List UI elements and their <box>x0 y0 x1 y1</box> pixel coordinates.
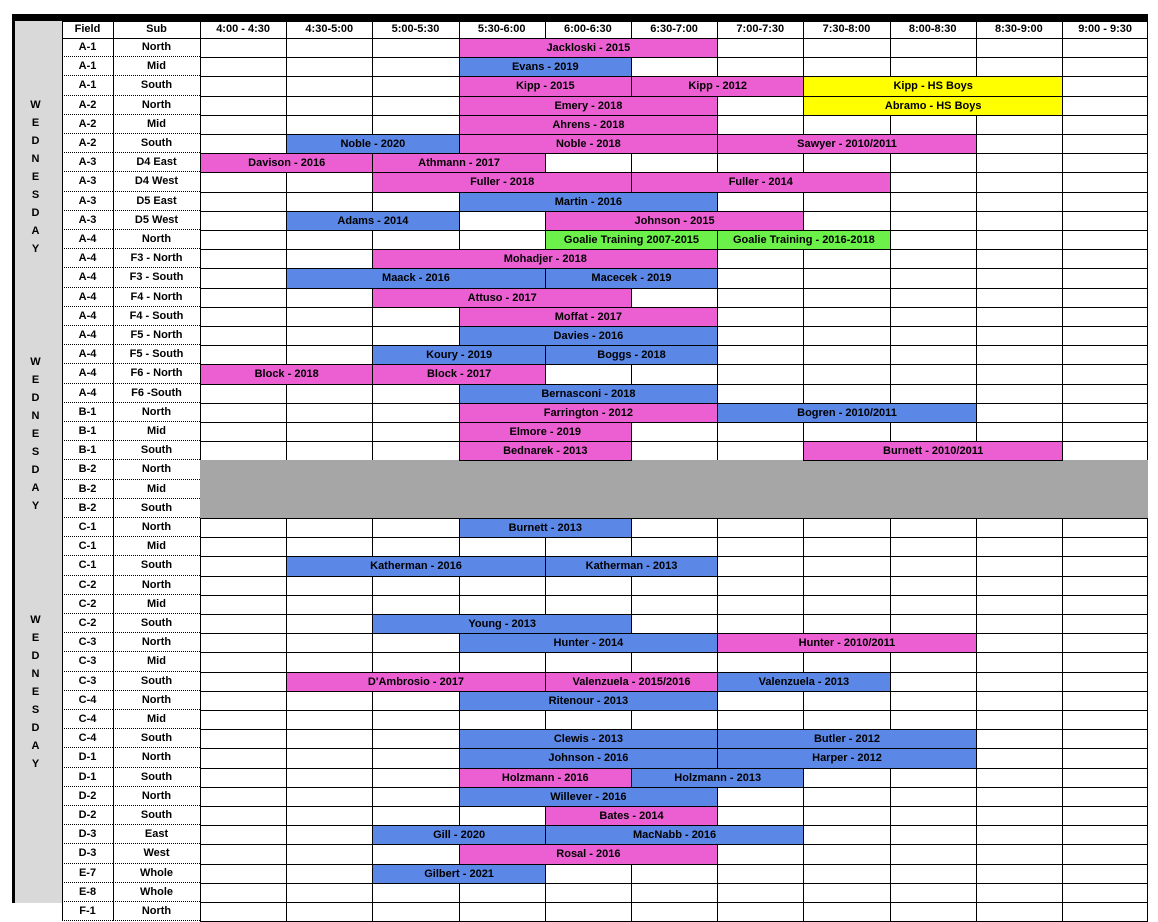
booking-block[interactable]: Gill - 2020 <box>372 825 545 845</box>
sub-cell: North <box>113 902 200 921</box>
booking-block[interactable]: Johnson - 2016 <box>459 748 719 768</box>
field-cell: D-2 <box>62 787 113 806</box>
booking-block[interactable]: Burnett - 2010/2011 <box>803 441 1063 461</box>
field-cell: C-3 <box>62 652 113 671</box>
header-sub: Sub <box>113 21 200 38</box>
field-cell: C-1 <box>62 556 113 575</box>
booking-block[interactable]: Moffat - 2017 <box>459 307 719 327</box>
booking-block[interactable]: Harper - 2012 <box>717 748 977 768</box>
booking-block[interactable]: Maack - 2016 <box>286 268 546 288</box>
field-cell: A-3 <box>62 192 113 211</box>
sub-cell: Mid <box>113 537 200 556</box>
booking-block[interactable]: Bernasconi - 2018 <box>459 384 719 404</box>
header-time-slot: 4:30-5:00 <box>286 21 372 38</box>
booking-block[interactable]: Noble - 2018 <box>459 134 719 154</box>
day-label-letter: E <box>31 632 40 644</box>
field-cell: D-1 <box>62 768 113 787</box>
sub-cell: Mid <box>113 57 200 76</box>
booking-block[interactable]: Evans - 2019 <box>459 57 632 77</box>
header-time-slot: 8:30-9:00 <box>976 21 1062 38</box>
unavailable-block <box>200 460 1148 518</box>
field-cell: A-4 <box>62 288 113 307</box>
day-label-letter: E <box>31 374 40 386</box>
sub-cell: D4 East <box>113 153 200 172</box>
header-time-slot: 6:30-7:00 <box>631 21 717 38</box>
day-label-letter: Y <box>31 243 40 255</box>
booking-block[interactable]: MacNabb - 2016 <box>545 825 805 845</box>
field-cell: C-4 <box>62 710 113 729</box>
sub-cell: South <box>113 134 200 153</box>
sub-cell: F6 - North <box>113 364 200 383</box>
booking-block[interactable]: Hunter - 2014 <box>459 633 719 653</box>
booking-block[interactable]: Martin - 2016 <box>459 192 719 212</box>
field-cell: A-1 <box>62 76 113 95</box>
sub-cell: South <box>113 729 200 748</box>
field-cell: D-3 <box>62 844 113 863</box>
booking-block[interactable]: Kipp - 2012 <box>631 76 804 96</box>
top-border <box>12 14 1148 21</box>
field-cell: A-4 <box>62 326 113 345</box>
booking-block[interactable]: D'Ambrosio - 2017 <box>286 672 546 692</box>
day-label-letter: N <box>31 153 40 165</box>
sub-cell: Whole <box>113 883 200 902</box>
field-cell: C-3 <box>62 633 113 652</box>
day-label-letter: D <box>31 135 40 147</box>
sub-cell: Mid <box>113 710 200 729</box>
sub-cell: North <box>113 230 200 249</box>
booking-block[interactable]: Emery - 2018 <box>459 96 719 116</box>
booking-block[interactable]: Holzmann - 2013 <box>631 768 804 788</box>
field-cell: C-3 <box>62 672 113 691</box>
day-label-letter: W <box>30 99 41 111</box>
sub-cell: North <box>113 460 200 479</box>
booking-block[interactable]: Block - 2018 <box>200 364 373 384</box>
sub-cell: South <box>113 806 200 825</box>
header-time-slot: 7:00-7:30 <box>717 21 803 38</box>
grid-line-horizontal <box>200 518 1148 519</box>
sub-cell: North <box>113 748 200 767</box>
day-label-letter: W <box>30 356 41 368</box>
grid-line-horizontal <box>200 883 1148 884</box>
sub-cell: North <box>113 691 200 710</box>
field-cell: C-2 <box>62 595 113 614</box>
grid-line-horizontal <box>200 595 1148 596</box>
booking-block[interactable]: Katherman - 2016 <box>286 556 546 576</box>
day-label-letter: D <box>31 207 40 219</box>
booking-block[interactable]: Elmore - 2019 <box>459 422 632 442</box>
booking-block[interactable]: Goalie Training - 2016-2018 <box>717 230 890 250</box>
day-label-letter: Y <box>31 758 40 770</box>
booking-block[interactable]: Adams - 2014 <box>286 211 459 231</box>
booking-block[interactable]: Kipp - HS Boys <box>803 76 1063 96</box>
day-label-letter: D <box>31 464 40 476</box>
field-cell: B-1 <box>62 422 113 441</box>
field-cell: E-7 <box>62 864 113 883</box>
field-cell: A-1 <box>62 38 113 57</box>
sub-cell: North <box>113 787 200 806</box>
sub-cell: West <box>113 844 200 863</box>
sub-cell: South <box>113 76 200 95</box>
booking-block[interactable]: Willever - 2016 <box>459 787 719 807</box>
header-time-slot: 4:00 - 4:30 <box>200 21 286 38</box>
grid-line-horizontal <box>62 21 1148 22</box>
booking-block[interactable]: Fuller - 2014 <box>631 172 891 192</box>
sub-cell: D5 East <box>113 192 200 211</box>
field-cell: A-4 <box>62 364 113 383</box>
day-label-letter: Y <box>31 500 40 512</box>
field-cell: D-1 <box>62 748 113 767</box>
header-field: Field <box>62 21 113 38</box>
field-cell: A-3 <box>62 153 113 172</box>
field-cell: A-1 <box>62 57 113 76</box>
field-cell: D-3 <box>62 825 113 844</box>
field-cell: C-2 <box>62 576 113 595</box>
booking-block[interactable]: Farrington - 2012 <box>459 403 719 423</box>
day-label-letter: E <box>31 686 40 698</box>
header-time-slot: 6:00-6:30 <box>545 21 631 38</box>
booking-block[interactable]: Ritenour - 2013 <box>459 691 719 711</box>
booking-block[interactable]: Young - 2013 <box>372 614 632 634</box>
field-cell: B-2 <box>62 460 113 479</box>
sub-cell: North <box>113 633 200 652</box>
field-cell: A-4 <box>62 384 113 403</box>
field-cell: A-2 <box>62 134 113 153</box>
sub-cell: South <box>113 614 200 633</box>
day-label-letter: E <box>31 171 40 183</box>
field-cell: A-2 <box>62 96 113 115</box>
sub-cell: D5 West <box>113 211 200 230</box>
field-cell: A-4 <box>62 307 113 326</box>
sub-cell: North <box>113 403 200 422</box>
field-cell: B-1 <box>62 403 113 422</box>
field-schedule-grid <box>12 21 1148 917</box>
booking-block[interactable]: Davison - 2016 <box>200 153 373 173</box>
field-cell: B-2 <box>62 480 113 499</box>
sub-cell: North <box>113 38 200 57</box>
field-cell: A-4 <box>62 249 113 268</box>
sub-cell: F3 - North <box>113 249 200 268</box>
field-cell: B-1 <box>62 441 113 460</box>
booking-block[interactable]: Koury - 2019 <box>372 345 545 365</box>
field-cell: A-4 <box>62 345 113 364</box>
field-cell: E-8 <box>62 883 113 902</box>
sub-cell: North <box>113 576 200 595</box>
booking-block[interactable]: Bogren - 2010/2011 <box>717 403 977 423</box>
day-label-letter: D <box>31 722 40 734</box>
field-cell: A-3 <box>62 172 113 191</box>
grid-line-vertical <box>113 21 114 921</box>
booking-block[interactable]: Sawyer - 2010/2011 <box>717 134 977 154</box>
field-cell: C-1 <box>62 537 113 556</box>
booking-block[interactable]: Davies - 2016 <box>459 326 719 346</box>
sub-cell: North <box>113 518 200 537</box>
booking-block[interactable]: Katherman - 2013 <box>545 556 718 576</box>
sub-cell: F4 - North <box>113 288 200 307</box>
sub-cell: Whole <box>113 864 200 883</box>
grid-line-vertical <box>62 21 63 921</box>
grid-line-horizontal <box>200 614 1148 615</box>
booking-block[interactable]: Bates - 2014 <box>545 806 718 826</box>
booking-block[interactable]: Holzmann - 2016 <box>459 768 632 788</box>
booking-block[interactable]: Noble - 2020 <box>286 134 459 154</box>
sub-cell: D4 West <box>113 172 200 191</box>
sub-cell: F3 - South <box>113 268 200 287</box>
booking-block[interactable]: Burnett - 2013 <box>459 518 632 538</box>
sub-cell: F5 - North <box>113 326 200 345</box>
booking-block[interactable]: Kipp - 2015 <box>459 76 632 96</box>
sub-cell: Mid <box>113 595 200 614</box>
day-label-letter: N <box>31 410 40 422</box>
day-label-letter: W <box>30 614 41 626</box>
field-cell: C-4 <box>62 729 113 748</box>
grid-line-horizontal <box>200 537 1148 538</box>
booking-block[interactable]: Athmann - 2017 <box>372 153 545 173</box>
header-time-slot: 5:30-6:00 <box>459 21 545 38</box>
day-label-letter: S <box>31 189 40 201</box>
field-cell: A-2 <box>62 115 113 134</box>
day-label-letter: E <box>31 428 40 440</box>
day-label-letter: E <box>31 117 40 129</box>
day-label-letter: S <box>31 446 40 458</box>
sub-cell: South <box>113 499 200 518</box>
day-label-letter: N <box>31 668 40 680</box>
booking-block[interactable]: Hunter - 2010/2011 <box>717 633 977 653</box>
day-label-letter: D <box>31 392 40 404</box>
booking-block[interactable]: Valenzuela - 2013 <box>717 672 890 692</box>
field-cell: C-1 <box>62 518 113 537</box>
sub-cell: F4 - South <box>113 307 200 326</box>
sub-cell: F5 - South <box>113 345 200 364</box>
sub-cell: South <box>113 556 200 575</box>
booking-block[interactable]: Fuller - 2018 <box>372 172 632 192</box>
sub-cell: Mid <box>113 422 200 441</box>
header-time-slot: 8:00-8:30 <box>890 21 976 38</box>
sub-cell: South <box>113 672 200 691</box>
day-label-letter: A <box>31 740 40 752</box>
day-label-letter: S <box>31 704 40 716</box>
booking-block[interactable]: Bednarek - 2013 <box>459 441 632 461</box>
field-cell: F-1 <box>62 902 113 921</box>
booking-block[interactable]: Ahrens - 2018 <box>459 115 719 135</box>
booking-block[interactable]: Mohadjer - 2018 <box>372 249 718 269</box>
booking-block[interactable]: Clewis - 2013 <box>459 729 719 749</box>
sub-cell: Mid <box>113 652 200 671</box>
booking-block[interactable]: Abramo - HS Boys <box>803 96 1063 116</box>
booking-block[interactable]: Gilbert - 2021 <box>372 864 545 884</box>
field-cell: A-4 <box>62 230 113 249</box>
field-cell: D-2 <box>62 806 113 825</box>
field-cell: A-4 <box>62 268 113 287</box>
day-label-letter: D <box>31 650 40 662</box>
sub-cell: Mid <box>113 480 200 499</box>
sub-cell: South <box>113 441 200 460</box>
header-time-slot: 9:00 - 9:30 <box>1062 21 1148 38</box>
day-label-letter: A <box>31 225 40 237</box>
field-cell: A-3 <box>62 211 113 230</box>
booking-block[interactable]: Jackloski - 2015 <box>459 38 719 58</box>
sub-cell: F6 -South <box>113 384 200 403</box>
field-cell: B-2 <box>62 499 113 518</box>
booking-block[interactable]: Attuso - 2017 <box>372 288 632 308</box>
booking-block[interactable]: Rosal - 2016 <box>459 844 719 864</box>
sub-cell: Mid <box>113 115 200 134</box>
booking-block[interactable]: Block - 2017 <box>372 364 545 384</box>
sub-cell: South <box>113 768 200 787</box>
header-time-slot: 7:30-8:00 <box>803 21 889 38</box>
header-time-slot: 5:00-5:30 <box>372 21 458 38</box>
field-cell: C-4 <box>62 691 113 710</box>
booking-block[interactable]: Goalie Training 2007-2015 <box>545 230 718 250</box>
sub-cell: East <box>113 825 200 844</box>
booking-block[interactable]: Butler - 2012 <box>717 729 977 749</box>
day-label-letter: A <box>31 482 40 494</box>
field-cell: C-2 <box>62 614 113 633</box>
sub-cell: North <box>113 96 200 115</box>
booking-block[interactable]: Boggs - 2018 <box>545 345 718 365</box>
booking-block[interactable]: Valenzuela - 2015/2016 <box>545 672 718 692</box>
booking-block[interactable]: Johnson - 2015 <box>545 211 805 231</box>
booking-block[interactable]: Macecek - 2019 <box>545 268 718 288</box>
